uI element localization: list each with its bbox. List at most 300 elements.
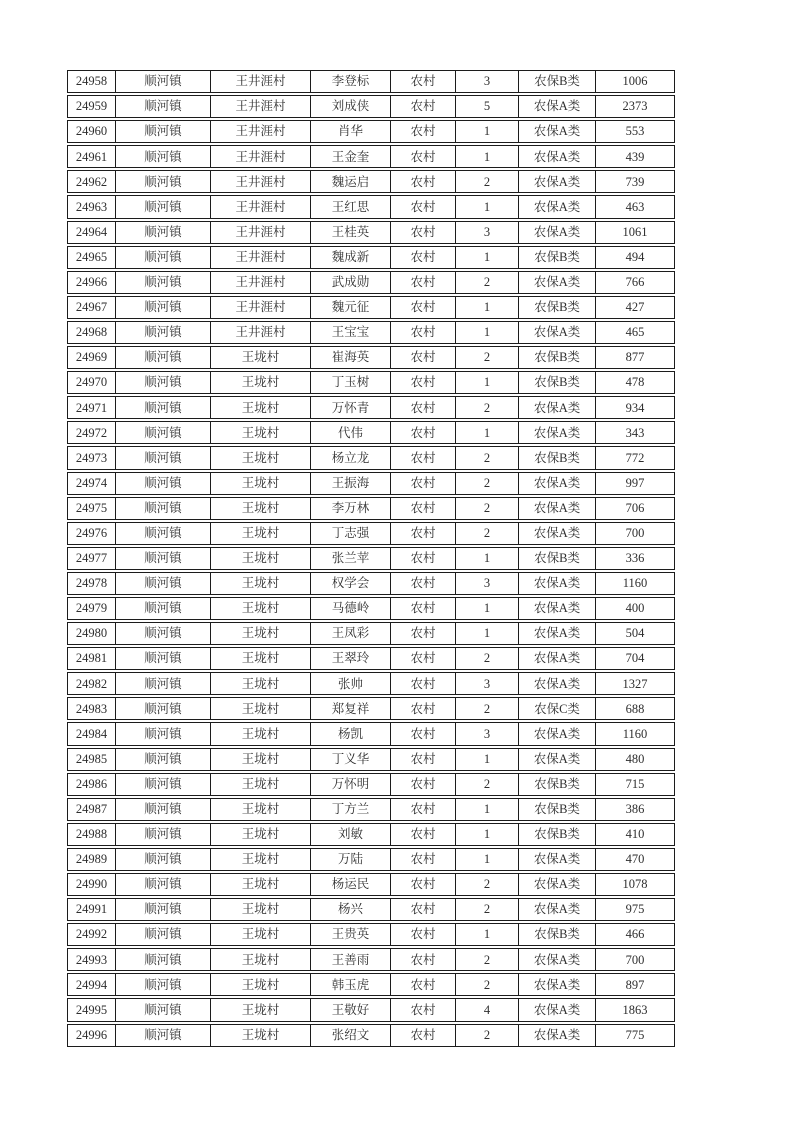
cell-residence-type: 农村 <box>391 698 456 719</box>
cell-person-name: 杨立龙 <box>311 447 391 468</box>
cell-residence-type: 农村 <box>391 774 456 795</box>
cell-id: 24976 <box>68 523 116 544</box>
cell-town: 顺河镇 <box>116 573 211 594</box>
cell-amount: 466 <box>625 927 645 942</box>
cell-insurance-category: 农保A类 <box>519 949 596 970</box>
cell-id: 24982 <box>68 673 116 694</box>
cell-id: 24964 <box>68 222 116 243</box>
cell-count: 2 <box>456 171 519 192</box>
cell-person-name: 崔海英 <box>311 347 391 368</box>
cell-insurance-category: 农保A类 <box>519 749 596 770</box>
cell-id: 24980 <box>68 623 116 644</box>
cell-residence-type: 农村 <box>391 71 456 92</box>
cell-residence-type: 农村 <box>391 974 456 995</box>
cell-residence-type: 农村 <box>391 96 456 117</box>
cell-insurance-category: 农保A类 <box>519 849 596 870</box>
cell-count: 2 <box>456 974 519 995</box>
cell-insurance-category: 农保A类 <box>519 498 596 519</box>
cell-residence-type: 农村 <box>391 598 456 619</box>
cell-insurance-category: 农保A类 <box>519 222 596 243</box>
table-row <box>67 973 675 996</box>
cell-village: 王井涯村 <box>211 272 311 293</box>
cell-id: 24967 <box>68 297 116 318</box>
cell-village: 王井涯村 <box>211 146 311 167</box>
table-row <box>67 95 675 118</box>
table-row <box>67 145 675 168</box>
cell-count: 5 <box>456 96 519 117</box>
cell-amount: 553 <box>625 124 645 139</box>
cell-insurance-category: 农保B类 <box>519 799 596 820</box>
cell-person-name: 王宝宝 <box>311 322 391 343</box>
cell-village: 王垅村 <box>211 397 311 418</box>
cell-count: 1 <box>456 749 519 770</box>
cell-town: 顺河镇 <box>116 347 211 368</box>
cell-village: 王井涯村 <box>211 71 311 92</box>
cell-insurance-category: 农保A类 <box>519 422 596 443</box>
table-row <box>67 472 675 495</box>
cell-village: 王垅村 <box>211 422 311 443</box>
cell-id: 24986 <box>68 774 116 795</box>
cell-id: 24995 <box>68 999 116 1020</box>
cell-insurance-category: 农保A类 <box>519 196 596 217</box>
cell-residence-type: 农村 <box>391 422 456 443</box>
cell-village: 王垅村 <box>211 874 311 895</box>
cell-amount: 704 <box>625 651 645 666</box>
cell-count: 2 <box>456 473 519 494</box>
cell-town: 顺河镇 <box>116 673 211 694</box>
cell-amount: 775 <box>625 1027 645 1042</box>
cell-id: 24970 <box>68 372 116 393</box>
cell-town: 顺河镇 <box>116 949 211 970</box>
cell-person-name: 武成勋 <box>311 272 391 293</box>
cell-count: 3 <box>456 222 519 243</box>
cell-residence-type: 农村 <box>391 447 456 468</box>
cell-residence-type: 农村 <box>391 222 456 243</box>
cell-id: 24965 <box>68 247 116 268</box>
cell-village: 王垅村 <box>211 473 311 494</box>
cell-residence-type: 农村 <box>391 899 456 920</box>
cell-town: 顺河镇 <box>116 749 211 770</box>
cell-village: 王垅村 <box>211 924 311 945</box>
cell-village: 王垅村 <box>211 899 311 920</box>
cell-town: 顺河镇 <box>116 71 211 92</box>
table-row <box>67 672 675 695</box>
cell-town: 顺河镇 <box>116 498 211 519</box>
cell-person-name: 杨运民 <box>311 874 391 895</box>
cell-id: 24979 <box>68 598 116 619</box>
cell-person-name: 李万林 <box>311 498 391 519</box>
cell-person-name: 杨兴 <box>311 899 391 920</box>
cell-amount: 2373 <box>622 99 648 114</box>
table-row <box>67 522 675 545</box>
cell-amount: 1160 <box>622 576 648 591</box>
cell-town: 顺河镇 <box>116 548 211 569</box>
cell-count: 2 <box>456 498 519 519</box>
cell-town: 顺河镇 <box>116 523 211 544</box>
cell-person-name: 肖华 <box>311 121 391 142</box>
cell-id: 24985 <box>68 749 116 770</box>
cell-insurance-category: 农保A类 <box>519 999 596 1020</box>
cell-amount: 975 <box>625 902 645 917</box>
cell-amount: 739 <box>625 174 645 189</box>
cell-insurance-category: 农保A类 <box>519 397 596 418</box>
cell-count: 1 <box>456 548 519 569</box>
table-row <box>67 271 675 294</box>
cell-id: 24962 <box>68 171 116 192</box>
cell-amount: 427 <box>625 300 645 315</box>
cell-id: 24984 <box>68 723 116 744</box>
cell-insurance-category: 农保A类 <box>519 723 596 744</box>
table-row <box>67 321 675 344</box>
cell-id: 24963 <box>68 196 116 217</box>
cell-residence-type: 农村 <box>391 146 456 167</box>
cell-residence-type: 农村 <box>391 673 456 694</box>
cell-amount: 700 <box>625 525 645 540</box>
cell-village: 王垅村 <box>211 799 311 820</box>
cell-residence-type: 农村 <box>391 498 456 519</box>
table-row <box>67 998 675 1021</box>
cell-count: 1 <box>456 924 519 945</box>
cell-amount: 439 <box>625 149 645 164</box>
cell-residence-type: 农村 <box>391 297 456 318</box>
cell-amount: 877 <box>625 350 645 365</box>
cell-amount: 1078 <box>622 877 648 892</box>
cell-id: 24972 <box>68 422 116 443</box>
cell-count: 2 <box>456 1025 519 1046</box>
cell-residence-type: 农村 <box>391 397 456 418</box>
cell-town: 顺河镇 <box>116 774 211 795</box>
cell-id: 24991 <box>68 899 116 920</box>
cell-person-name: 张兰苹 <box>311 548 391 569</box>
cell-town: 顺河镇 <box>116 96 211 117</box>
cell-town: 顺河镇 <box>116 121 211 142</box>
cell-residence-type: 农村 <box>391 272 456 293</box>
table-row <box>67 296 675 319</box>
cell-town: 顺河镇 <box>116 899 211 920</box>
cell-person-name: 丁志强 <box>311 523 391 544</box>
cell-amount: 463 <box>625 199 645 214</box>
table-row <box>67 346 675 369</box>
cell-residence-type: 农村 <box>391 874 456 895</box>
cell-amount: 465 <box>625 325 645 340</box>
cell-person-name: 郑复祥 <box>311 698 391 719</box>
table-row <box>67 1024 675 1047</box>
cell-insurance-category: 农保A类 <box>519 322 596 343</box>
cell-insurance-category: 农保B类 <box>519 71 596 92</box>
cell-town: 顺河镇 <box>116 999 211 1020</box>
table-row <box>67 622 675 645</box>
cell-insurance-category: 农保A类 <box>519 523 596 544</box>
cell-town: 顺河镇 <box>116 924 211 945</box>
cell-person-name: 权学会 <box>311 573 391 594</box>
cell-count: 1 <box>456 849 519 870</box>
cell-residence-type: 农村 <box>391 347 456 368</box>
cell-count: 3 <box>456 723 519 744</box>
cell-town: 顺河镇 <box>116 422 211 443</box>
cell-person-name: 丁方兰 <box>311 799 391 820</box>
cell-village: 王垅村 <box>211 347 311 368</box>
cell-village: 王垅村 <box>211 623 311 644</box>
cell-amount: 504 <box>625 626 645 641</box>
cell-person-name: 韩玉虎 <box>311 974 391 995</box>
cell-person-name: 张帅 <box>311 673 391 694</box>
cell-count: 1 <box>456 623 519 644</box>
cell-person-name: 王振海 <box>311 473 391 494</box>
cell-person-name: 王贵英 <box>311 924 391 945</box>
cell-residence-type: 农村 <box>391 121 456 142</box>
cell-village: 王垅村 <box>211 1025 311 1046</box>
cell-amount: 494 <box>625 249 645 264</box>
cell-residence-type: 农村 <box>391 799 456 820</box>
cell-person-name: 王桂英 <box>311 222 391 243</box>
cell-village: 王垅村 <box>211 598 311 619</box>
table-row <box>67 697 675 720</box>
cell-id: 24987 <box>68 799 116 820</box>
cell-village: 王垅村 <box>211 774 311 795</box>
cell-count: 2 <box>456 347 519 368</box>
cell-village: 王井涯村 <box>211 96 311 117</box>
cell-id: 24959 <box>68 96 116 117</box>
cell-id: 24958 <box>68 71 116 92</box>
cell-town: 顺河镇 <box>116 272 211 293</box>
cell-amount: 400 <box>625 601 645 616</box>
cell-id: 24968 <box>68 322 116 343</box>
cell-village: 王垅村 <box>211 372 311 393</box>
cell-count: 2 <box>456 698 519 719</box>
cell-id: 24975 <box>68 498 116 519</box>
cell-village: 王垅村 <box>211 447 311 468</box>
cell-village: 王垅村 <box>211 949 311 970</box>
cell-town: 顺河镇 <box>116 322 211 343</box>
cell-id: 24974 <box>68 473 116 494</box>
cell-person-name: 魏元征 <box>311 297 391 318</box>
cell-amount: 997 <box>625 475 645 490</box>
cell-id: 24973 <box>68 447 116 468</box>
cell-village: 王垅村 <box>211 999 311 1020</box>
cell-amount: 343 <box>625 425 645 440</box>
cell-town: 顺河镇 <box>116 623 211 644</box>
cell-residence-type: 农村 <box>391 196 456 217</box>
cell-town: 顺河镇 <box>116 473 211 494</box>
cell-village: 王井涯村 <box>211 222 311 243</box>
cell-village: 王垅村 <box>211 723 311 744</box>
cell-count: 2 <box>456 949 519 970</box>
cell-person-name: 李登标 <box>311 71 391 92</box>
cell-residence-type: 农村 <box>391 849 456 870</box>
cell-person-name: 魏运启 <box>311 171 391 192</box>
cell-town: 顺河镇 <box>116 799 211 820</box>
table-row <box>67 195 675 218</box>
cell-count: 1 <box>456 322 519 343</box>
cell-amount: 1006 <box>622 74 648 89</box>
cell-person-name: 王金奎 <box>311 146 391 167</box>
cell-person-name: 万怀青 <box>311 397 391 418</box>
record-table <box>67 70 675 1047</box>
cell-town: 顺河镇 <box>116 196 211 217</box>
cell-insurance-category: 农保A类 <box>519 96 596 117</box>
table-row <box>67 823 675 846</box>
cell-amount: 766 <box>625 275 645 290</box>
cell-amount: 1160 <box>622 726 648 741</box>
cell-residence-type: 农村 <box>391 372 456 393</box>
cell-amount: 470 <box>625 852 645 867</box>
cell-residence-type: 农村 <box>391 548 456 569</box>
table-row <box>67 572 675 595</box>
cell-amount: 700 <box>625 952 645 967</box>
cell-insurance-category: 农保B类 <box>519 447 596 468</box>
cell-town: 顺河镇 <box>116 447 211 468</box>
cell-town: 顺河镇 <box>116 247 211 268</box>
cell-village: 王井涯村 <box>211 196 311 217</box>
cell-town: 顺河镇 <box>116 1025 211 1046</box>
table-row <box>67 647 675 670</box>
table-row <box>67 873 675 896</box>
cell-id: 24969 <box>68 347 116 368</box>
cell-village: 王井涯村 <box>211 247 311 268</box>
cell-amount: 1061 <box>622 224 648 239</box>
cell-insurance-category: 农保A类 <box>519 573 596 594</box>
table-row <box>67 371 675 394</box>
cell-count: 1 <box>456 121 519 142</box>
cell-id: 24978 <box>68 573 116 594</box>
cell-residence-type: 农村 <box>391 322 456 343</box>
cell-insurance-category: 农保B类 <box>519 774 596 795</box>
cell-town: 顺河镇 <box>116 146 211 167</box>
cell-residence-type: 农村 <box>391 573 456 594</box>
table-row <box>67 446 675 469</box>
cell-village: 王井涯村 <box>211 121 311 142</box>
cell-id: 24996 <box>68 1025 116 1046</box>
cell-amount: 897 <box>625 977 645 992</box>
cell-id: 24961 <box>68 146 116 167</box>
cell-person-name: 万陆 <box>311 849 391 870</box>
cell-town: 顺河镇 <box>116 171 211 192</box>
cell-count: 1 <box>456 372 519 393</box>
cell-count: 1 <box>456 598 519 619</box>
cell-count: 1 <box>456 799 519 820</box>
cell-count: 1 <box>456 297 519 318</box>
cell-insurance-category: 农保A类 <box>519 171 596 192</box>
cell-amount: 772 <box>625 450 645 465</box>
cell-id: 24992 <box>68 924 116 945</box>
cell-village: 王垅村 <box>211 824 311 845</box>
cell-person-name: 代伟 <box>311 422 391 443</box>
table-row <box>67 773 675 796</box>
cell-village: 王井涯村 <box>211 322 311 343</box>
cell-count: 2 <box>456 648 519 669</box>
cell-person-name: 刘成侠 <box>311 96 391 117</box>
cell-town: 顺河镇 <box>116 874 211 895</box>
cell-insurance-category: 农保A类 <box>519 899 596 920</box>
cell-residence-type: 农村 <box>391 723 456 744</box>
cell-village: 王垅村 <box>211 673 311 694</box>
cell-count: 2 <box>456 523 519 544</box>
cell-residence-type: 农村 <box>391 999 456 1020</box>
table-row <box>67 421 675 444</box>
cell-person-name: 丁玉树 <box>311 372 391 393</box>
cell-village: 王垅村 <box>211 749 311 770</box>
table-row <box>67 170 675 193</box>
table-row <box>67 748 675 771</box>
cell-insurance-category: 农保A类 <box>519 598 596 619</box>
cell-village: 王井涯村 <box>211 171 311 192</box>
cell-count: 2 <box>456 774 519 795</box>
table-row <box>67 898 675 921</box>
cell-id: 24981 <box>68 648 116 669</box>
cell-town: 顺河镇 <box>116 974 211 995</box>
cell-insurance-category: 农保A类 <box>519 648 596 669</box>
cell-person-name: 万怀明 <box>311 774 391 795</box>
cell-id: 24994 <box>68 974 116 995</box>
cell-count: 2 <box>456 397 519 418</box>
cell-village: 王井涯村 <box>211 297 311 318</box>
cell-insurance-category: 农保B类 <box>519 824 596 845</box>
cell-insurance-category: 农保B类 <box>519 372 596 393</box>
table-row <box>67 948 675 971</box>
cell-insurance-category: 农保A类 <box>519 673 596 694</box>
cell-person-name: 丁义华 <box>311 749 391 770</box>
cell-insurance-category: 农保A类 <box>519 974 596 995</box>
cell-town: 顺河镇 <box>116 824 211 845</box>
cell-count: 1 <box>456 146 519 167</box>
cell-amount: 1863 <box>622 1002 648 1017</box>
cell-person-name: 魏成新 <box>311 247 391 268</box>
cell-count: 4 <box>456 999 519 1020</box>
cell-town: 顺河镇 <box>116 222 211 243</box>
cell-id: 24993 <box>68 949 116 970</box>
table-row <box>67 497 675 520</box>
cell-residence-type: 农村 <box>391 247 456 268</box>
cell-residence-type: 农村 <box>391 1025 456 1046</box>
cell-person-name: 王翠玲 <box>311 648 391 669</box>
cell-id: 24983 <box>68 698 116 719</box>
cell-village: 王垅村 <box>211 573 311 594</box>
cell-amount: 410 <box>625 827 645 842</box>
table-row <box>67 547 675 570</box>
cell-town: 顺河镇 <box>116 849 211 870</box>
cell-person-name: 王善雨 <box>311 949 391 970</box>
cell-town: 顺河镇 <box>116 648 211 669</box>
cell-insurance-category: 农保B类 <box>519 247 596 268</box>
cell-count: 2 <box>456 874 519 895</box>
cell-count: 2 <box>456 272 519 293</box>
cell-insurance-category: 农保A类 <box>519 272 596 293</box>
table-row <box>67 221 675 244</box>
cell-count: 1 <box>456 824 519 845</box>
cell-residence-type: 农村 <box>391 523 456 544</box>
cell-count: 3 <box>456 673 519 694</box>
cell-town: 顺河镇 <box>116 598 211 619</box>
cell-amount: 478 <box>625 375 645 390</box>
cell-residence-type: 农村 <box>391 749 456 770</box>
cell-town: 顺河镇 <box>116 723 211 744</box>
cell-residence-type: 农村 <box>391 648 456 669</box>
cell-village: 王垅村 <box>211 548 311 569</box>
cell-amount: 386 <box>625 802 645 817</box>
cell-insurance-category: 农保A类 <box>519 146 596 167</box>
table-row <box>67 923 675 946</box>
cell-id: 24966 <box>68 272 116 293</box>
cell-amount: 706 <box>625 500 645 515</box>
cell-residence-type: 农村 <box>391 623 456 644</box>
cell-insurance-category: 农保A类 <box>519 1025 596 1046</box>
cell-id: 24977 <box>68 548 116 569</box>
table-row <box>67 722 675 745</box>
cell-count: 2 <box>456 447 519 468</box>
cell-id: 24960 <box>68 121 116 142</box>
cell-residence-type: 农村 <box>391 473 456 494</box>
cell-amount: 934 <box>625 400 645 415</box>
